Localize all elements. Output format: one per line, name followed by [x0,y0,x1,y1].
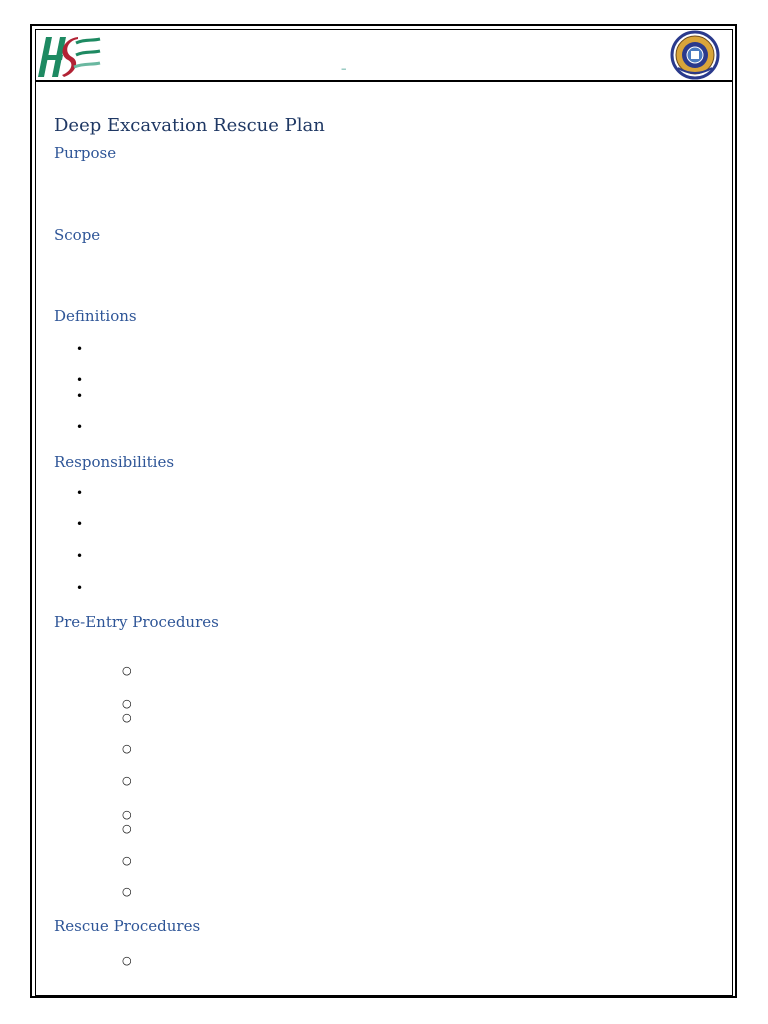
pre-entry-sub-bullet: ○ [122,774,132,787]
pre-entry-sub-bullet: ○ [122,885,132,898]
responsibilities-bullet: • [76,517,84,531]
institution-seal-icon [663,30,727,80]
header-divider [36,80,733,82]
pre-entry-sub-bullet: ○ [122,808,132,821]
definitions-bullet: • [76,420,84,434]
heading-purpose: Purpose [54,144,117,162]
pre-entry-sub-bullet: ○ [122,822,132,835]
responsibilities-bullet: • [76,581,84,595]
page-border-inner [35,29,733,996]
pre-entry-sub-bullet: ○ [122,854,132,867]
definitions-bullet: • [76,342,84,356]
definitions-bullet: • [76,373,84,387]
rescue-sub-bullet: ○ [122,954,132,967]
pre-entry-sub-bullet: ○ [122,711,132,724]
document-title: Deep Excavation Rescue Plan [54,115,325,136]
responsibilities-bullet: • [76,486,84,500]
pre-entry-sub-bullet: ○ [122,742,132,755]
pre-entry-sub-bullet: ○ [122,664,132,677]
heading-scope: Scope [54,226,101,244]
hse-logo [38,33,104,79]
heading-pre-entry-procedures: Pre-Entry Procedures [54,613,219,631]
responsibilities-bullet: • [76,549,84,563]
heading-rescue-procedures: Rescue Procedures [54,917,201,935]
heading-definitions: Definitions [54,307,137,325]
definitions-bullet: • [76,389,84,403]
heading-responsibilities: Responsibilities [54,453,175,471]
pre-entry-sub-bullet: ○ [122,697,132,710]
header-dash: – [341,62,347,75]
